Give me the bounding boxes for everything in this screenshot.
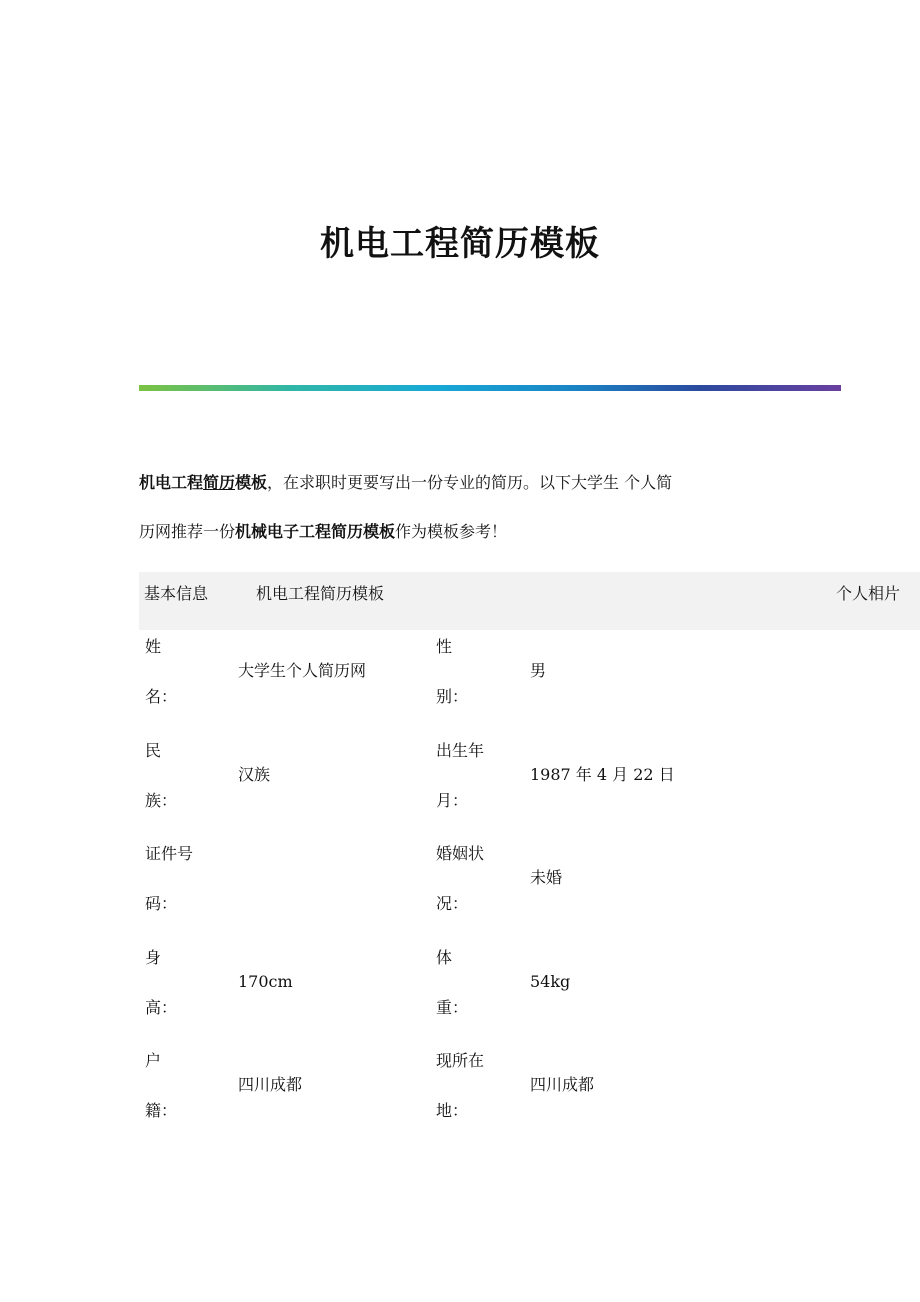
intro-text: ，在求职时更要写出一份专业的简历。以下大学生 个人简	[267, 473, 673, 492]
field-label-household-registration	[145, 1049, 177, 1123]
intro-link-resume[interactable]: 简历	[203, 473, 236, 492]
field-label-height	[145, 946, 177, 1020]
field-label-line: 高：	[145, 998, 178, 1017]
field-label-marital-status	[436, 842, 484, 916]
field-label-line: 月：	[436, 791, 469, 810]
field-label-name	[145, 635, 177, 709]
field-label-line: 名：	[145, 687, 178, 706]
intro-line-1	[139, 470, 779, 496]
field-value-ethnicity: 汉族	[238, 765, 271, 784]
field-label-line: 婚姻状	[436, 844, 485, 863]
field-label-id-number	[145, 842, 193, 916]
field-label-line: 户	[145, 1051, 162, 1070]
field-value-name: 大学生个人简历网	[238, 661, 367, 680]
field-value-birth-date: 1987 年 4 月 22 日	[530, 765, 675, 784]
field-label-line: 别：	[436, 687, 469, 706]
field-label-line: 出生年	[436, 741, 485, 760]
basic-info-header	[139, 572, 920, 630]
intro-bold-text: 机电工程	[139, 473, 204, 492]
field-value-gender: 男	[530, 661, 547, 680]
section-label: 基本信息	[144, 584, 209, 603]
field-label-line: 姓	[145, 637, 162, 656]
field-label-line: 况：	[436, 894, 469, 913]
intro-bold-text: 模板	[235, 473, 268, 492]
field-label-line: 民	[145, 741, 162, 760]
intro-text: 历网推荐一份	[139, 522, 236, 541]
intro-bold-text: 机械电子工程简历模板	[235, 522, 396, 541]
field-label-line: 重：	[436, 998, 469, 1017]
field-label-gender	[436, 635, 468, 709]
field-label-birth-date	[436, 739, 484, 813]
section-name: 机电工程简历模板	[256, 584, 385, 603]
gradient-divider	[139, 385, 841, 391]
field-label-line: 证件号	[145, 844, 194, 863]
field-value-current-location: 四川成都	[530, 1075, 595, 1094]
field-label-line: 体	[436, 948, 453, 967]
field-value-height: 170cm	[238, 972, 293, 991]
field-label-line: 现所在	[436, 1051, 485, 1070]
field-label-weight	[436, 946, 468, 1020]
field-value-weight: 54kg	[530, 972, 571, 991]
intro-text: 作为模板参考！	[395, 522, 508, 541]
field-value-marital-status: 未婚	[530, 868, 563, 887]
intro-line-2	[139, 519, 779, 545]
field-label-current-location	[436, 1049, 484, 1123]
field-label-line: 性	[436, 637, 453, 656]
field-label-line: 族：	[145, 791, 178, 810]
field-value-household-registration: 四川成都	[238, 1075, 303, 1094]
intro-paragraph	[139, 470, 779, 545]
field-label-ethnicity	[145, 739, 177, 813]
field-label-line: 身	[145, 948, 162, 967]
field-label-line: 籍：	[145, 1101, 178, 1120]
photo-label: 个人相片	[836, 584, 901, 603]
field-label-line: 码：	[145, 894, 178, 913]
page-title: 机电工程简历模板	[320, 224, 600, 264]
field-label-line: 地：	[436, 1101, 469, 1120]
